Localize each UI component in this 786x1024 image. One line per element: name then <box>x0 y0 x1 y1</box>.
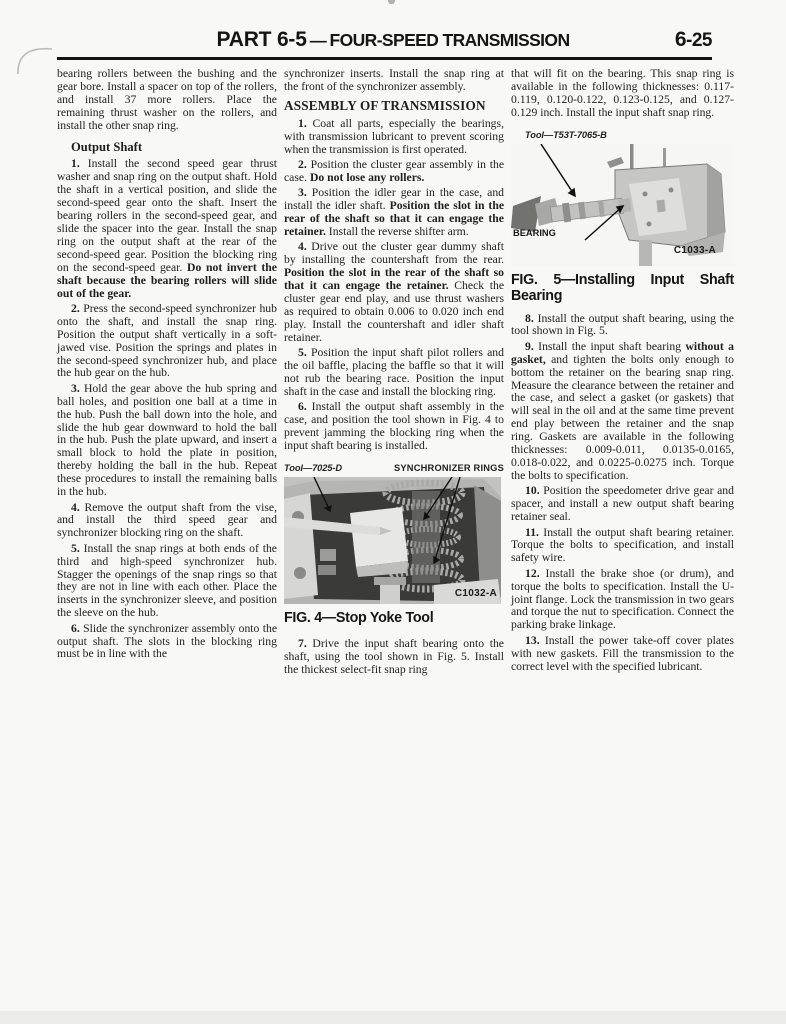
paragraph: 1. Install the second speed gear thrust washer and snap ring on the output shaft. Hold the shaft in a vertical position, and slide the second-speed gear onto the shaft. Insert the bearing rollers in the second-speed gear, and slide the spacer into the gear. Install the snap ring on the output shaft at the rear of the second-speed gear. Position the blocking ring on the second-speed gear. Do not invert the shaft because the bearing rollers will slide out of the gear. <box>57 157 278 300</box>
page-title <box>0 28 786 52</box>
fig5-labels <box>511 129 734 142</box>
section-heading: ASSEMBLY OF TRANSMISSION <box>284 97 486 113</box>
paragraph: that will fit on the bearing. This snap ring is available in the following thicknesses: 0.117-0.119, 0.120-0.122, 0.123-0.125, and 0.127-0.129 inch. Install the input shaft snap ring. <box>511 67 734 119</box>
paragraph: 5. Position the input shaft pilot rollers and the oil baffle, placing the baffle so that it will not rub the bearing race. Position the input shaft in the case and install the blocking ring. <box>284 346 504 398</box>
fig5-photo <box>511 144 734 266</box>
fig4-code: C1032-A <box>454 587 497 599</box>
fig4-caption: FIG. 4—Stop Yoke Tool <box>284 609 434 626</box>
paragraph: synchronizer inserts. Install the snap ring at the front of the synchronizer assembly. <box>284 67 504 93</box>
column-3-text-top <box>511 68 734 120</box>
paragraph: 9. Install the input shaft bearing without a gasket, and tighten the bolts only enough to bottom the retainer on the bearing snap ring. Measure the clearance between the retainer and the case, and select a gasket (or gaskets) that will seal in the oil and at the same time prevent end play between the retainer and the snap ring. Gaskets are available in the following thicknesses: 0.009-0.011, 0.0135-0.0165, 0.018-0.022, and 0.0225-0.0275 inch. Torque the bolts to specification. <box>511 339 735 482</box>
paragraph: 13. Install the power take-off cover plates with new gaskets. Fill the transmission to the correct level with the specified lubricant. <box>511 633 734 673</box>
column-2-text-bottom <box>284 638 504 677</box>
page-bottom-edge <box>0 1011 786 1024</box>
part-label: PART 6-5 <box>216 28 307 51</box>
paragraph: 1. Coat all parts, especially the bearings, with transmission lubricant to prevent scoring when the transmission is first operated. <box>284 116 504 156</box>
fig4-tool-label: Tool—7025-D <box>284 462 342 473</box>
fig4-photo <box>284 477 501 604</box>
scan-smudge <box>388 0 395 4</box>
paragraph: 10. Position the speedometer drive gear and spacer, and install a new output shaft bearing retainer seal. <box>511 484 734 524</box>
paragraph: 12. Install the brake shoe (or drum), and torque the bolts to specification. Install the U-joint flange. Lock the transmission in two gears and torque the nut to specification. Connect the parking brake linkage. <box>511 566 735 632</box>
paragraph: 4. Remove the output shaft from the vise, and install the third speed gear and synchronizer blocking ring on the shaft. <box>57 500 278 540</box>
column-1 <box>57 68 277 664</box>
figure-4 <box>284 462 504 626</box>
paragraph: 3. Position the idler gear in the case, and install the idler shaft. Position the slot in the rear of the shaft so that it can engage the retainer. Install the reverse shifter arm. <box>284 186 505 238</box>
paragraph: 8. Install the output shaft bearing, using the tool shown in Fig. 5. <box>511 311 734 338</box>
paragraph: 11. Install the output shaft bearing retainer. Torque the bolts to specification, and install safety wire. <box>511 525 734 565</box>
column-2-text-top <box>284 68 504 453</box>
part-title-text: FOUR-SPEED TRANSMISSION <box>329 30 570 50</box>
paragraph: 3. Hold the gear above the hub spring and ball holes, and position one ball at a time in the hub. Push the ball down into the hole, and slide the hub gear downward to hold the ball in the hub. Push the plate upward, and insert a small block to hold the plate in position, thereby holding the ball in the hub. Repeat these procedures to install the remaining balls in the hub. <box>57 381 278 499</box>
paragraph: 2. Press the second-speed synchronizer hub onto the shaft, and install the snap ring. Position the output shaft vertically in a soft-jawed vise. Position the springs and plates in the second-speed synchronizer hub, and place the hub gear on the hub. <box>57 301 277 380</box>
fig5-code: C1033-A <box>673 244 716 256</box>
paragraph: 4. Drive out the cluster gear dummy shaft by installing the countershaft from the rear. Position the slot in the rear of the shaft so that it can engage the retainer. Check the cluster gear end play, and use thrust washers as required to obtain 0.006 to 0.020 inch end play. Install the countershaft and idler shaft retainer. <box>284 240 505 344</box>
fig4-synchronizer-rings-label: SYNCHRONIZER RINGS <box>393 462 504 473</box>
fig4-illustration <box>284 477 501 604</box>
fig5-caption: FIG. 5—Installing Input Shaft Bearing <box>511 271 734 305</box>
paragraph: 2. Position the cluster gear assembly in the case. Do not lose any rollers. <box>284 157 505 184</box>
title-dash: — <box>309 31 327 50</box>
paragraph: 6. Slide the synchronizer assembly onto the output shaft. The slots in the blocking ring must be in line with the <box>57 621 278 661</box>
section-heading: Output Shaft <box>71 139 143 154</box>
figure-5 <box>511 129 734 305</box>
paragraph: 7. Drive the input shaft bearing onto the shaft, using the tool shown in Fig. 5. Install the thickest select-fit snap ring <box>284 637 504 677</box>
fig5-tool-label: Tool—T53T-7065-B <box>525 129 607 140</box>
column-2 <box>284 68 504 680</box>
fig5-bearing-label: BEARING <box>513 227 556 238</box>
fig4-labels <box>284 462 504 475</box>
page-number: 6-25 <box>674 28 712 51</box>
paragraph: 5. Install the snap rings at both ends of the third and high-speed synchronizer hub. Stagger the openings of the snap rings so that they are not in line with each other. Place the inserts in the synchronizer sleeve, and position the sleeve on the hub. <box>57 541 277 620</box>
header-rule <box>57 57 712 61</box>
paragraph: bearing rollers between the bushing and the gear bore. Install a spacer on top of the rollers, and install 37 more rollers. Place the remaining thrust washer on the rollers, and install the other snap ring. <box>57 67 277 132</box>
column-3 <box>511 68 734 676</box>
column-3-text-bottom <box>511 313 734 674</box>
paragraph: 6. Install the output shaft assembly in the case, and position the tool shown in Fig. 4 to prevent jamming the blocking ring when the input shaft bearing is installed. <box>284 400 505 452</box>
